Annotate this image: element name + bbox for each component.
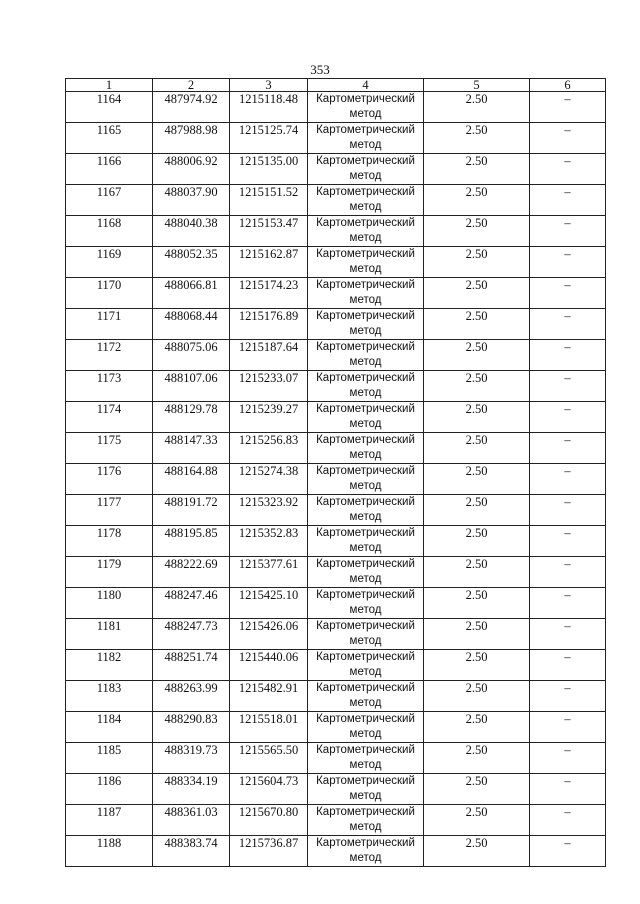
precision-cell: 2.50 [424,278,530,309]
method-text-line2: метод [349,108,382,120]
precision-cell: 2.50 [424,433,530,464]
x-coordinate-cell: 488247.73 [153,619,230,650]
y-coordinate-cell: 1215482.91 [230,681,308,712]
x-coordinate-cell: 488066.81 [153,278,230,309]
note-cell: – [530,650,606,681]
method-cell [308,743,424,774]
method-text-line1: Картометрический [316,310,415,322]
note-cell: – [530,402,606,433]
method-cell [308,402,424,433]
method-text-line1: Картометрический [316,651,415,663]
column-header-3: 3 [230,79,308,92]
y-coordinate-cell: 1215670.80 [230,805,308,836]
y-coordinate-cell: 1215352.83 [230,526,308,557]
method-cell [308,526,424,557]
method-text-line1: Картометрический [316,620,415,632]
method-cell [308,836,424,867]
y-coordinate-cell: 1215256.83 [230,433,308,464]
note-cell: – [530,805,606,836]
method-text-line2: метод [349,635,382,647]
y-coordinate-cell: 1215162.87 [230,247,308,278]
y-coordinate-cell: 1215425.10 [230,588,308,619]
method-text-line2: метод [349,852,382,864]
y-coordinate-cell: 1215151.52 [230,185,308,216]
method-cell [308,216,424,247]
method-text-line1: Картометрический [316,124,415,136]
method-text-line1: Картометрический [316,496,415,508]
column-header-4: 4 [308,79,424,92]
y-coordinate-cell: 1215135.00 [230,154,308,185]
y-coordinate-cell: 1215323.92 [230,495,308,526]
x-coordinate-cell: 488361.03 [153,805,230,836]
table-row [66,619,606,650]
precision-cell: 2.50 [424,309,530,340]
method-cell [308,557,424,588]
y-coordinate-cell: 1215125.74 [230,123,308,154]
note-cell: – [530,309,606,340]
x-coordinate-cell: 488052.35 [153,247,230,278]
precision-cell: 2.50 [424,371,530,402]
precision-cell: 2.50 [424,216,530,247]
y-coordinate-cell: 1215118.48 [230,92,308,123]
method-text-line1: Картометрический [316,403,415,415]
precision-cell: 2.50 [424,340,530,371]
method-text-line2: метод [349,232,382,244]
table-row [66,92,606,123]
method-text-line1: Картометрический [316,589,415,601]
method-cell [308,650,424,681]
point-number-cell: 1174 [66,402,153,433]
x-coordinate-cell: 488075.06 [153,340,230,371]
column-header-6: 6 [530,79,606,92]
point-number-cell: 1188 [66,836,153,867]
point-number-cell: 1166 [66,154,153,185]
method-cell [308,681,424,712]
y-coordinate-cell: 1215187.64 [230,340,308,371]
table-row [66,681,606,712]
method-cell [308,309,424,340]
point-number-cell: 1176 [66,464,153,495]
method-text-line1: Картометрический [316,155,415,167]
method-text-line1: Картометрический [316,217,415,229]
method-text-line2: метод [349,325,382,337]
method-text-line2: метод [349,697,382,709]
method-text-line1: Картометрический [316,713,415,725]
method-text-line1: Картометрический [316,434,415,446]
table-row [66,774,606,805]
point-number-cell: 1182 [66,650,153,681]
precision-cell: 2.50 [424,557,530,588]
x-coordinate-cell: 488222.69 [153,557,230,588]
table-body [66,92,606,867]
method-text-line1: Картометрический [316,341,415,353]
method-text-line2: метод [349,449,382,461]
table-row [66,278,606,309]
x-coordinate-cell: 488164.88 [153,464,230,495]
point-number-cell: 1164 [66,92,153,123]
precision-cell: 2.50 [424,464,530,495]
note-cell: – [530,743,606,774]
y-coordinate-cell: 1215736.87 [230,836,308,867]
method-text-line2: метод [349,759,382,771]
method-text-line2: метод [349,604,382,616]
point-number-cell: 1168 [66,216,153,247]
method-text-line1: Картометрический [316,93,415,105]
table-row [66,836,606,867]
method-text-line2: метод [349,263,382,275]
y-coordinate-cell: 1215440.06 [230,650,308,681]
method-text-line2: метод [349,294,382,306]
point-number-cell: 1184 [66,712,153,743]
x-coordinate-cell: 487988.98 [153,123,230,154]
method-text-line2: метод [349,573,382,585]
note-cell: – [530,154,606,185]
method-text-line2: метод [349,728,382,740]
column-header-5: 5 [424,79,530,92]
table-row [66,216,606,247]
note-cell: – [530,588,606,619]
method-text-line2: метод [349,480,382,492]
table-row [66,371,606,402]
note-cell: – [530,340,606,371]
y-coordinate-cell: 1215176.89 [230,309,308,340]
method-cell [308,464,424,495]
method-text-line1: Картометрический [316,248,415,260]
table-row [66,557,606,588]
precision-cell: 2.50 [424,774,530,805]
y-coordinate-cell: 1215604.73 [230,774,308,805]
note-cell: – [530,185,606,216]
method-text-line1: Картометрический [316,372,415,384]
point-number-cell: 1170 [66,278,153,309]
precision-cell: 2.50 [424,92,530,123]
column-header-1: 1 [66,79,153,92]
method-text-line2: метод [349,139,382,151]
x-coordinate-cell: 488068.44 [153,309,230,340]
note-cell: – [530,774,606,805]
precision-cell: 2.50 [424,495,530,526]
x-coordinate-cell: 488129.78 [153,402,230,433]
y-coordinate-cell: 1215565.50 [230,743,308,774]
point-number-cell: 1185 [66,743,153,774]
precision-cell: 2.50 [424,681,530,712]
method-cell [308,247,424,278]
x-coordinate-cell: 487974.92 [153,92,230,123]
x-coordinate-cell: 488040.38 [153,216,230,247]
method-text-line1: Картометрический [316,837,415,849]
method-text-line2: метод [349,201,382,213]
point-number-cell: 1167 [66,185,153,216]
method-text-line2: метод [349,821,382,833]
x-coordinate-cell: 488107.06 [153,371,230,402]
y-coordinate-cell: 1215153.47 [230,216,308,247]
table-row [66,712,606,743]
method-text-line1: Картометрический [316,279,415,291]
point-number-cell: 1180 [66,588,153,619]
x-coordinate-cell: 488251.74 [153,650,230,681]
point-number-cell: 1181 [66,619,153,650]
table-header [66,79,606,92]
precision-cell: 2.50 [424,805,530,836]
method-text-line1: Картометрический [316,682,415,694]
note-cell: – [530,619,606,650]
column-header-2: 2 [153,79,230,92]
method-cell [308,433,424,464]
point-number-cell: 1172 [66,340,153,371]
precision-cell: 2.50 [424,712,530,743]
table-row [66,650,606,681]
note-cell: – [530,278,606,309]
x-coordinate-cell: 488247.46 [153,588,230,619]
table-row [66,185,606,216]
note-cell: – [530,371,606,402]
note-cell: – [530,123,606,154]
y-coordinate-cell: 1215274.38 [230,464,308,495]
method-cell [308,340,424,371]
x-coordinate-cell: 488191.72 [153,495,230,526]
precision-cell: 2.50 [424,526,530,557]
table-row [66,309,606,340]
method-cell [308,619,424,650]
table-row [66,743,606,774]
method-cell [308,588,424,619]
method-text-line2: метод [349,418,382,430]
x-coordinate-cell: 488037.90 [153,185,230,216]
y-coordinate-cell: 1215233.07 [230,371,308,402]
x-coordinate-cell: 488006.92 [153,154,230,185]
point-number-cell: 1178 [66,526,153,557]
table-row [66,123,606,154]
table-row [66,464,606,495]
method-text-line2: метод [349,387,382,399]
method-text-line1: Картометрический [316,186,415,198]
table-row [66,433,606,464]
note-cell: – [530,526,606,557]
table-row [66,402,606,433]
x-coordinate-cell: 488290.83 [153,712,230,743]
method-text-line2: метод [349,356,382,368]
y-coordinate-cell: 1215377.61 [230,557,308,588]
method-cell [308,154,424,185]
note-cell: – [530,495,606,526]
point-number-cell: 1173 [66,371,153,402]
method-text-line2: метод [349,542,382,554]
method-text-line1: Картометрический [316,775,415,787]
point-number-cell: 1177 [66,495,153,526]
x-coordinate-cell: 488319.73 [153,743,230,774]
precision-cell: 2.50 [424,743,530,774]
method-cell [308,185,424,216]
point-number-cell: 1183 [66,681,153,712]
point-number-cell: 1169 [66,247,153,278]
page-number: 353 [310,62,330,77]
note-cell: – [530,216,606,247]
point-number-cell: 1171 [66,309,153,340]
x-coordinate-cell: 488334.19 [153,774,230,805]
method-text-line1: Картометрический [316,527,415,539]
table-row [66,247,606,278]
point-number-cell: 1175 [66,433,153,464]
y-coordinate-cell: 1215518.01 [230,712,308,743]
x-coordinate-cell: 488147.33 [153,433,230,464]
method-text-line1: Картометрический [316,465,415,477]
method-cell [308,371,424,402]
note-cell: – [530,247,606,278]
note-cell: – [530,433,606,464]
x-coordinate-cell: 488195.85 [153,526,230,557]
method-text-line1: Картометрический [316,744,415,756]
x-coordinate-cell: 488263.99 [153,681,230,712]
table-row [66,495,606,526]
note-cell: – [530,712,606,743]
method-text-line2: метод [349,790,382,802]
precision-cell: 2.50 [424,154,530,185]
note-cell: – [530,836,606,867]
precision-cell: 2.50 [424,123,530,154]
header-row [66,79,606,92]
table-row [66,526,606,557]
method-text-line1: Картометрический [316,558,415,570]
coordinates-table [65,78,606,867]
method-cell [308,123,424,154]
point-number-cell: 1186 [66,774,153,805]
method-cell [308,495,424,526]
method-cell [308,805,424,836]
precision-cell: 2.50 [424,588,530,619]
note-cell: – [530,557,606,588]
table-row [66,154,606,185]
precision-cell: 2.50 [424,247,530,278]
precision-cell: 2.50 [424,650,530,681]
method-cell [308,92,424,123]
precision-cell: 2.50 [424,836,530,867]
table-row [66,340,606,371]
y-coordinate-cell: 1215174.23 [230,278,308,309]
point-number-cell: 1179 [66,557,153,588]
precision-cell: 2.50 [424,619,530,650]
method-cell [308,712,424,743]
note-cell: – [530,92,606,123]
table-row [66,805,606,836]
x-coordinate-cell: 488383.74 [153,836,230,867]
note-cell: – [530,464,606,495]
method-cell [308,278,424,309]
y-coordinate-cell: 1215426.06 [230,619,308,650]
method-text-line2: метод [349,511,382,523]
precision-cell: 2.50 [424,185,530,216]
point-number-cell: 1165 [66,123,153,154]
method-text-line2: метод [349,170,382,182]
point-number-cell: 1187 [66,805,153,836]
method-cell [308,774,424,805]
method-text-line1: Картометрический [316,806,415,818]
method-text-line2: метод [349,666,382,678]
note-cell: – [530,681,606,712]
table-row [66,588,606,619]
y-coordinate-cell: 1215239.27 [230,402,308,433]
precision-cell: 2.50 [424,402,530,433]
